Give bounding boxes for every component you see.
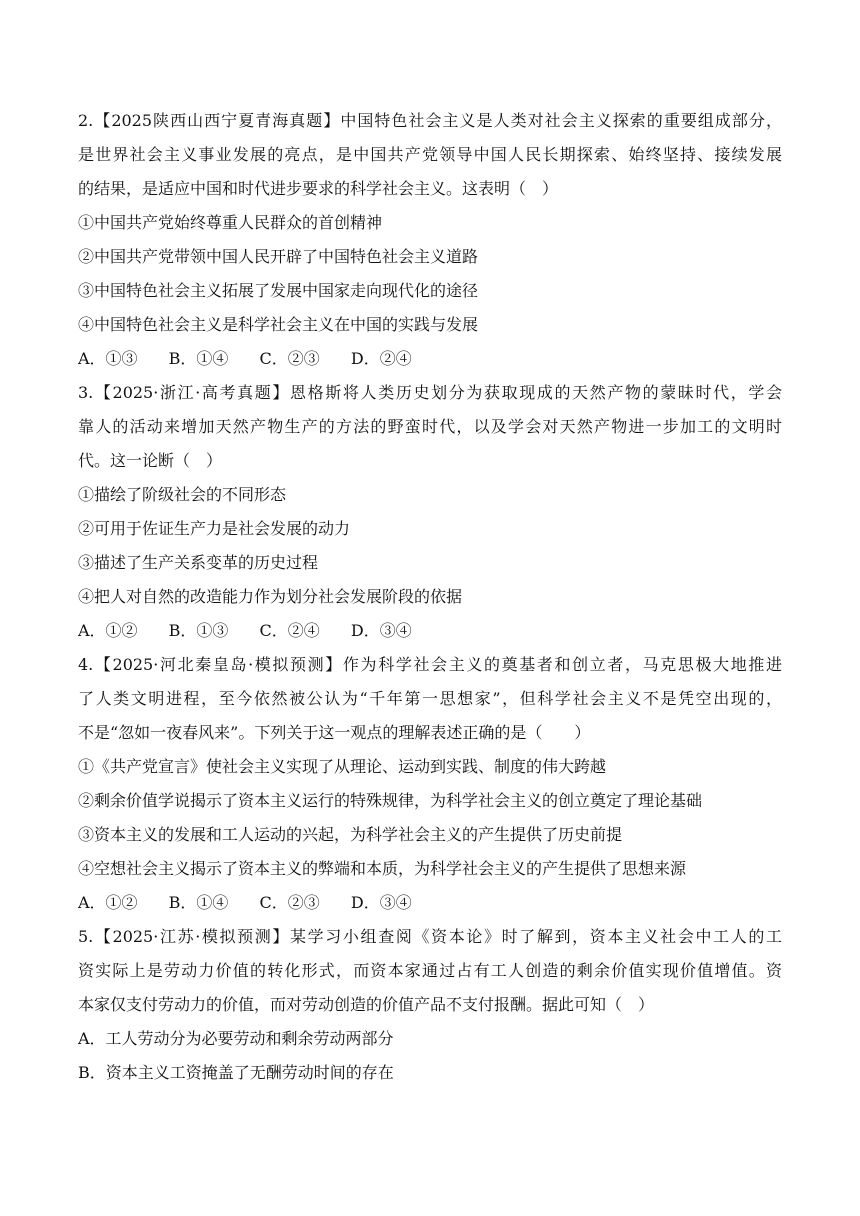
- answer-choice: B．①④: [168, 349, 229, 368]
- question-stem-line: 了人类文明进程，至今依然被公认为“千年第一思想家”，但科学社会主义不是凭空出现的，: [78, 689, 782, 708]
- option-item: ④中国特色社会主义是科学社会主义在中国的实践与发展: [78, 315, 479, 334]
- question-stem-line: 本家仅支付劳动力的价值，而对劳动创造的价值产品不支付报酬。据此可知（ ）: [78, 995, 655, 1014]
- question-stem-line: 不是“忽如一夜春风来”。下列关于这一观点的理解表述正确的是（ ）: [78, 723, 591, 742]
- question-stem-line: 3.【2025·浙江·高考真题】恩格斯将人类历史划分为获取现成的天然产物的蒙昧时代，学会: [78, 383, 782, 402]
- option-item: ①中国共产党始终尊重人民群众的首创精神: [78, 213, 383, 232]
- option-item: ④把人对自然的改造能力作为划分社会发展阶段的依据: [78, 587, 463, 606]
- question-stem-line: 靠人的活动来增加天然产物生产的方法的野蛮时代，以及学会对天然产物进一步加工的文明时: [78, 417, 782, 436]
- question-stem-line: 4.【2025·河北秦皇岛·模拟预测】作为科学社会主义的奠基者和创立者，马克思极大地推进: [78, 655, 782, 674]
- question-stem-line: 代。这一论断（ ）: [78, 451, 223, 470]
- option-item: ③描述了生产关系变革的历史过程: [78, 553, 319, 572]
- option-item: ①描绘了阶级社会的不同形态: [78, 485, 287, 504]
- question-stem-line: 是世界社会主义事业发展的亮点，是中国共产党领导中国人民长期探索、始终坚持、接续发展: [78, 145, 782, 164]
- answer-choices: [78, 886, 782, 920]
- answer-choice: C．②③: [259, 893, 320, 912]
- answer-choice: A．①③: [78, 349, 138, 368]
- option-item: ③中国特色社会主义拓展了发展中国家走向现代化的途径: [78, 281, 479, 300]
- option-item: B．资本主义工资掩盖了无酬劳动时间的存在: [78, 1063, 394, 1082]
- question-stem-line: 的结果，是适应中国和时代进步要求的科学社会主义。这表明（ ）: [78, 179, 559, 198]
- option-item: ②剩余价值学说揭示了资本主义运行的特殊规律，为科学社会主义的创立奠定了理论基础: [78, 791, 703, 810]
- answer-choice: C．②③: [259, 349, 320, 368]
- answer-choice: B．①③: [168, 621, 229, 640]
- option-item: ②中国共产党带领中国人民开辟了中国特色社会主义道路: [78, 247, 479, 266]
- question-stem-line: 2.【2025陕西山西宁夏青海真题】中国特色社会主义是人类对社会主义探索的重要组成部分，: [78, 111, 782, 130]
- option-item: ①《共产党宣言》使社会主义实现了从理论、运动到实践、制度的伟大跨越: [78, 757, 607, 776]
- answer-choices: [78, 614, 782, 648]
- answer-choices: [78, 342, 782, 376]
- option-item: ④空想社会主义揭示了资本主义的弊端和本质，为科学社会主义的产生提供了思想来源: [78, 859, 687, 878]
- question-stem-line: 资实际上是劳动力价值的转化形式，而资本家通过占有工人创造的剩余价值实现价值增值。资: [78, 961, 782, 980]
- option-item: A．工人劳动分为必要劳动和剩余劳动两部分: [78, 1029, 394, 1048]
- option-item: ②可用于佐证生产力是社会发展的动力: [78, 519, 351, 538]
- question-stem-line: 5.【2025·江苏·模拟预测】某学习小组查阅《资本论》时了解到，资本主义社会中工人的工: [78, 927, 782, 946]
- answer-choice: D．③④: [350, 893, 412, 912]
- answer-choice: D．③④: [350, 621, 412, 640]
- question-2: [78, 104, 782, 376]
- answer-choice: A．①②: [78, 621, 138, 640]
- question-4: [78, 648, 782, 920]
- answer-choice: B．①④: [168, 893, 229, 912]
- option-item: ③资本主义的发展和工人运动的兴起，为科学社会主义的产生提供了历史前提: [78, 825, 623, 844]
- answer-choice: C．②④: [259, 621, 320, 640]
- question-3: [78, 376, 782, 648]
- answer-choice: A．①②: [78, 893, 138, 912]
- question-5: [78, 920, 782, 1090]
- answer-choice: D．②④: [350, 349, 412, 368]
